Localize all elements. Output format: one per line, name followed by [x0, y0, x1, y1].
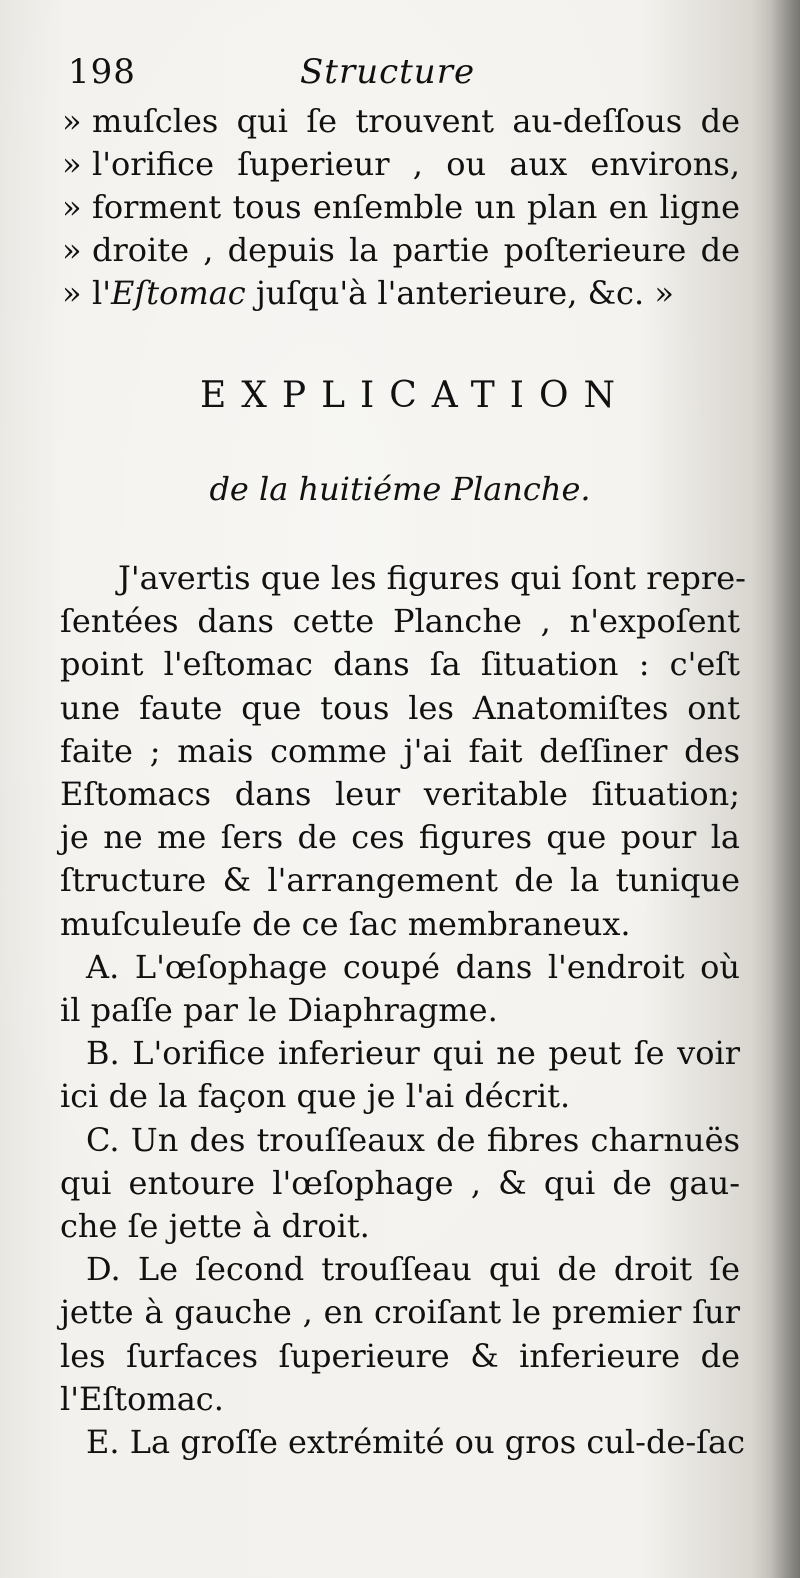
legend-list: [60, 946, 746, 1464]
legend-line: qui entoure l'œſophage , & qui de gau-: [60, 1163, 740, 1202]
quote-mark: »: [62, 102, 82, 140]
quote-text: l'orifice ſuperieur , ou aux environs,: [92, 145, 740, 183]
legend-line: ici de la façon que je l'ai décrit.: [60, 1077, 571, 1116]
paragraph-line: je ne me ſers de ces figures que pour la: [60, 818, 740, 857]
quote-text: juſqu'à l'anterieure, &c. »: [245, 274, 674, 312]
quote-line: [60, 100, 740, 143]
paragraph-line: ſtructure & l'arrangement de la tunique: [60, 861, 740, 900]
paragraph-line: muſculeuſe de ce ſac membraneux.: [60, 904, 631, 943]
legend-item: [60, 1119, 740, 1249]
legend-line: l'Eſtomac.: [60, 1379, 224, 1418]
quote-text: droite , depuis la partie poſterieure de: [92, 231, 740, 269]
paragraph-line: une faute que tous les Anatomiſtes ont: [60, 688, 740, 727]
quote-line: [60, 272, 740, 315]
paragraph-line: ſentées dans cette Planche , n'expoſent: [60, 602, 740, 641]
legend-line: il paſſe par le Diaphragme.: [60, 991, 498, 1030]
quote-text-italic: Eſtomac: [111, 274, 246, 312]
legend-item: [60, 1248, 740, 1421]
legend-line: B. L'orifice inferieur qui ne peut ſe voir: [86, 1034, 740, 1073]
legend-line: les ſurfaces ſuperieure & inferieure de: [60, 1336, 740, 1375]
quote-line: [60, 143, 740, 186]
intro-paragraph: [60, 557, 746, 946]
paragraph-line: point l'eſtomac dans ſa ſituation : c'eſt: [60, 645, 740, 684]
quote-line: [60, 229, 740, 272]
legend-line: C. Un des trouſſeaux de fibres charnuës: [86, 1120, 740, 1159]
legend-line: jette à gauche , en croiſant le premier ſur: [60, 1293, 740, 1332]
page-edge-shadow: [770, 0, 800, 1578]
text-block: [60, 40, 746, 1464]
paragraph-line: Eſtomacs dans leur veritable ſituation;: [60, 775, 740, 814]
running-title: Structure: [300, 52, 476, 92]
legend-line: A. L'œſophage coupé dans l'endroit où: [86, 947, 740, 986]
quote-mark: »: [62, 188, 82, 226]
section-heading: EXPLICATION: [199, 375, 631, 416]
page-header: [60, 40, 740, 100]
legend-item: [60, 946, 740, 1032]
quote-text: muſcles qui ſe trouvent au-deſſous de: [92, 102, 740, 140]
quote-mark: »: [62, 145, 82, 183]
paragraph-line: J'avertis que les figures qui ſont repre-: [118, 559, 746, 597]
legend-line: E. La groſſe extrémité ou gros cul-de-ſac: [86, 1423, 746, 1462]
quote-text: forment tous enſemble un plan en ligne: [92, 188, 740, 226]
quote-mark: »: [62, 231, 82, 269]
legend-item: [60, 1032, 740, 1118]
page-number: 198: [68, 52, 136, 92]
legend-line: che ſe jette à droit.: [60, 1207, 370, 1246]
section-subheading: de la huitiéme Planche.: [209, 470, 591, 508]
quote-line: [60, 186, 740, 229]
paragraph-line: faite ; mais comme j'ai fait deſſiner des: [60, 731, 740, 770]
quote-block: [60, 100, 740, 315]
quote-text: l': [92, 274, 112, 312]
legend-line: D. Le ſecond trouſſeau qui de droit ſe: [86, 1250, 740, 1289]
quote-mark: »: [62, 274, 82, 312]
legend-item: [60, 1421, 746, 1464]
